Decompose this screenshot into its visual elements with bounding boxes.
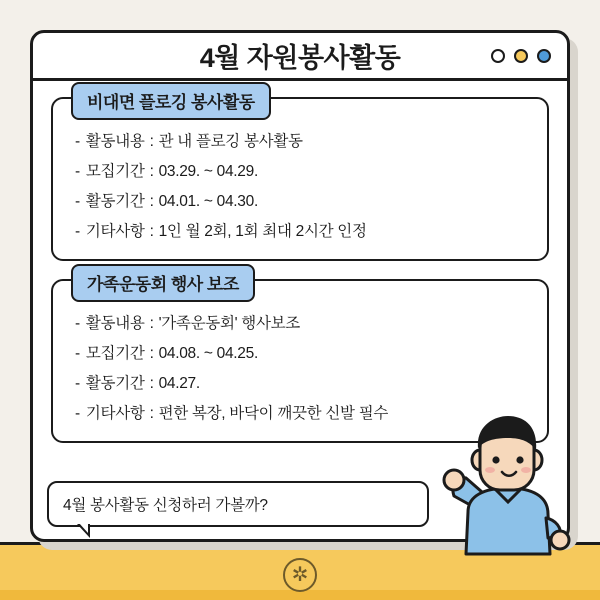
row-separator: : xyxy=(149,193,154,210)
row-value: '가족운동회' 행사보조 xyxy=(158,315,300,332)
speech-bubble-tail-inner xyxy=(79,523,88,533)
bullet-dash: - xyxy=(75,405,80,422)
window-dot-white[interactable] xyxy=(491,49,505,63)
title-bar xyxy=(33,33,567,81)
row-value: 관 내 플로깅 봉사활동 xyxy=(158,133,303,150)
row-label: 모집기간 xyxy=(85,345,145,362)
window-dot-yellow[interactable] xyxy=(514,49,528,63)
row-separator: : xyxy=(149,345,154,362)
row-label: 기타사항 xyxy=(85,405,145,422)
row-value: 04.01. ~ 04.30. xyxy=(158,193,258,210)
list-item xyxy=(67,367,533,397)
row-label: 모집기간 xyxy=(85,163,145,180)
row-value: 04.08. ~ 04.25. xyxy=(158,345,258,362)
row-separator: : xyxy=(149,315,154,332)
speech-bubble-text: 4월 봉사활동 신청하러 가볼까? xyxy=(63,497,268,514)
row-value: 04.27. xyxy=(158,375,200,392)
row-value: 편한 복장, 바닥이 깨끗한 신발 필수 xyxy=(158,405,389,422)
bullet-dash: - xyxy=(75,133,80,150)
row-label: 기타사항 xyxy=(85,223,145,240)
list-item xyxy=(67,307,533,337)
emblem-icon xyxy=(283,558,317,592)
section-badge: 가족운동회 행사 보조 xyxy=(71,264,255,302)
row-label: 활동내용 xyxy=(85,133,145,150)
row-label: 활동내용 xyxy=(85,315,145,332)
row-separator: : xyxy=(149,223,154,240)
list-item xyxy=(67,185,533,215)
list-item xyxy=(67,125,533,155)
row-separator: : xyxy=(149,375,154,392)
row-label: 활동기간 xyxy=(85,375,145,392)
section-badge: 비대면 플로깅 봉사활동 xyxy=(71,82,271,120)
row-separator: : xyxy=(149,133,154,150)
window-controls xyxy=(491,49,551,63)
bullet-dash: - xyxy=(75,163,80,180)
speech-bubble xyxy=(47,481,429,527)
emblem-glyph: ✲ xyxy=(291,564,309,586)
section-nonface-plogging xyxy=(51,93,549,261)
row-separator: : xyxy=(149,405,154,422)
page-title: 4월 자원봉사활동 xyxy=(199,43,401,73)
bullet-dash: - xyxy=(75,193,80,210)
list-item xyxy=(67,337,533,367)
character-illustration xyxy=(424,404,584,564)
row-separator: : xyxy=(149,163,154,180)
window-dot-blue[interactable] xyxy=(537,49,551,63)
bullet-dash: - xyxy=(75,223,80,240)
list-item xyxy=(67,155,533,185)
row-value: 1인 월 2회, 1회 최대 2시간 인정 xyxy=(158,223,367,240)
list-item xyxy=(67,215,533,245)
row-value: 03.29. ~ 04.29. xyxy=(158,163,258,180)
bullet-dash: - xyxy=(75,315,80,332)
row-label: 활동기간 xyxy=(85,193,145,210)
bullet-dash: - xyxy=(75,345,80,362)
bullet-dash: - xyxy=(75,375,80,392)
